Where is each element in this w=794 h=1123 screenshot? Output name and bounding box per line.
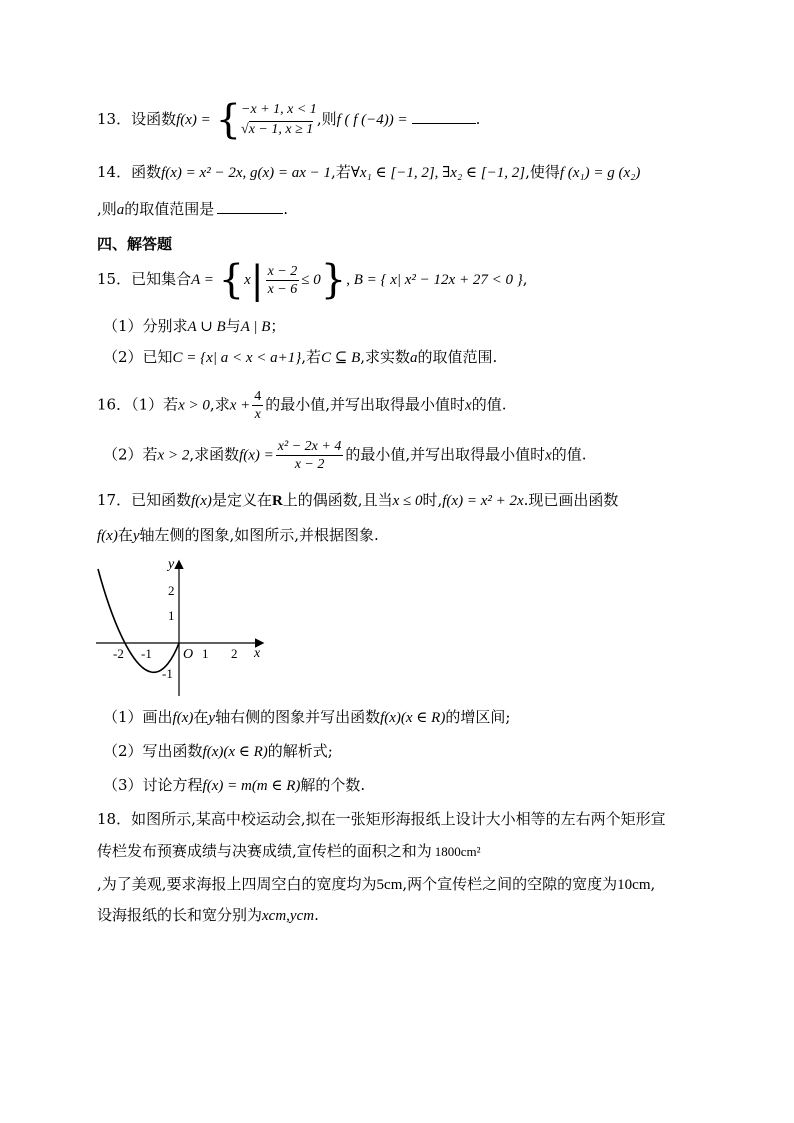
question-14-line1: 14．函数f(x) = x² − 2x, g(x) = ax − 1,若∀x₁ ∈ [−1, 2], ∃x₂ ∈ [−1, 2],使得f (x₁) = g (x₂) [97, 163, 641, 181]
x-tick-label: -1 [141, 646, 152, 661]
fraction: $\frac{\text{x² − 2x + 4}}{x - 2}$ [277, 439, 342, 472]
origin-label: O [183, 647, 194, 662]
y-tick-label: 1 [168, 608, 175, 623]
x-tick-label: 1 [202, 646, 209, 661]
section-heading: 四、解答题 [97, 235, 173, 253]
question-15-part2: （2）已知C = {x| a < x < a+1},若C ⊆ B,求实数a的取值范围. [103, 348, 498, 366]
fraction: $\frac{x - 2}{x - 6}$ [267, 263, 298, 297]
question-17-part2: （2）写出函数f(x)(x ∈ R)的解析式; [103, 742, 333, 760]
answer-blank[interactable] [412, 109, 476, 124]
piecewise-cases: −x + 1, x < 1 √x − 1, x ≥ 1 [241, 102, 317, 137]
x-tick-label: 2 [231, 646, 238, 661]
question-16-part2: （2）若x > 2,求函数f(x) = $\frac{\text{x² − 2x + 4}}{x - 2}$ 的最小值,并写出取得最小值时x的值. [103, 439, 587, 472]
question-17-line2: f(x)在y轴左侧的图象,如图所示,并根据图象. [97, 526, 379, 544]
question-15-part1: （1）分别求A ∪ B与A | B； [103, 317, 286, 335]
question-18-line3: ,为了美观,要求海报上四周空白的宽度均为5cm,两个宣传栏之间的空隙的宽度为10cm, [97, 875, 656, 893]
left-brace: { [215, 97, 242, 143]
question-17-part1: （1）画出f(x)在y轴右侧的图象并写出函数f(x)(x ∈ R)的增区间; [103, 708, 511, 726]
y-tick-label: 2 [168, 583, 175, 598]
question-17-line1: 17．已知函数f(x)是定义在R上的偶函数,且当x ≤ 0时,f(x) = x² + 2x.现已画出函数 [97, 491, 619, 509]
curve-left [98, 569, 179, 672]
question-18-line1: 18．如图所示,某高中校运动会,拟在一张矩形海报纸上设计大小相等的左右两个矩形宣 [97, 810, 666, 828]
y-axis-label: y [168, 557, 175, 572]
question-18-line4: 设海报纸的长和宽分别为xcm,ycm. [97, 906, 319, 924]
y-tick-label: -1 [162, 666, 173, 681]
fraction: $\frac{4}{x}$ [254, 389, 262, 422]
question-16-part1: 16．（1）若x > 0,求x + $\frac{4}{x}$ 的最小值,并写出取得最小值时x的值. [97, 389, 507, 422]
question-14-line2: ,则a的取值范围是 . [97, 200, 289, 218]
question-13: 13．设函数f(x) = { −x + 1, x < 1 √x − 1, x ≥ 1 ,则f ( f (−4)) = . [97, 97, 481, 143]
x-axis-label: x [254, 646, 261, 661]
answer-blank[interactable] [217, 199, 283, 214]
question-15: 15．已知集合A = {x| $\frac{x - 2}{x - 6}$ ≤ 0}, B = { x| x² − 12x + 27 < 0 }, [97, 257, 528, 303]
question-17-part3: （3）讨论方程f(x) = m(m ∈ R)解的个数. [103, 776, 366, 794]
question-18-line2: 传栏发布预赛成绩与决赛成绩,宣传栏的面积之和为 1800cm² [97, 842, 481, 860]
function-graph [92, 556, 272, 706]
x-tick-label: -2 [113, 646, 124, 661]
